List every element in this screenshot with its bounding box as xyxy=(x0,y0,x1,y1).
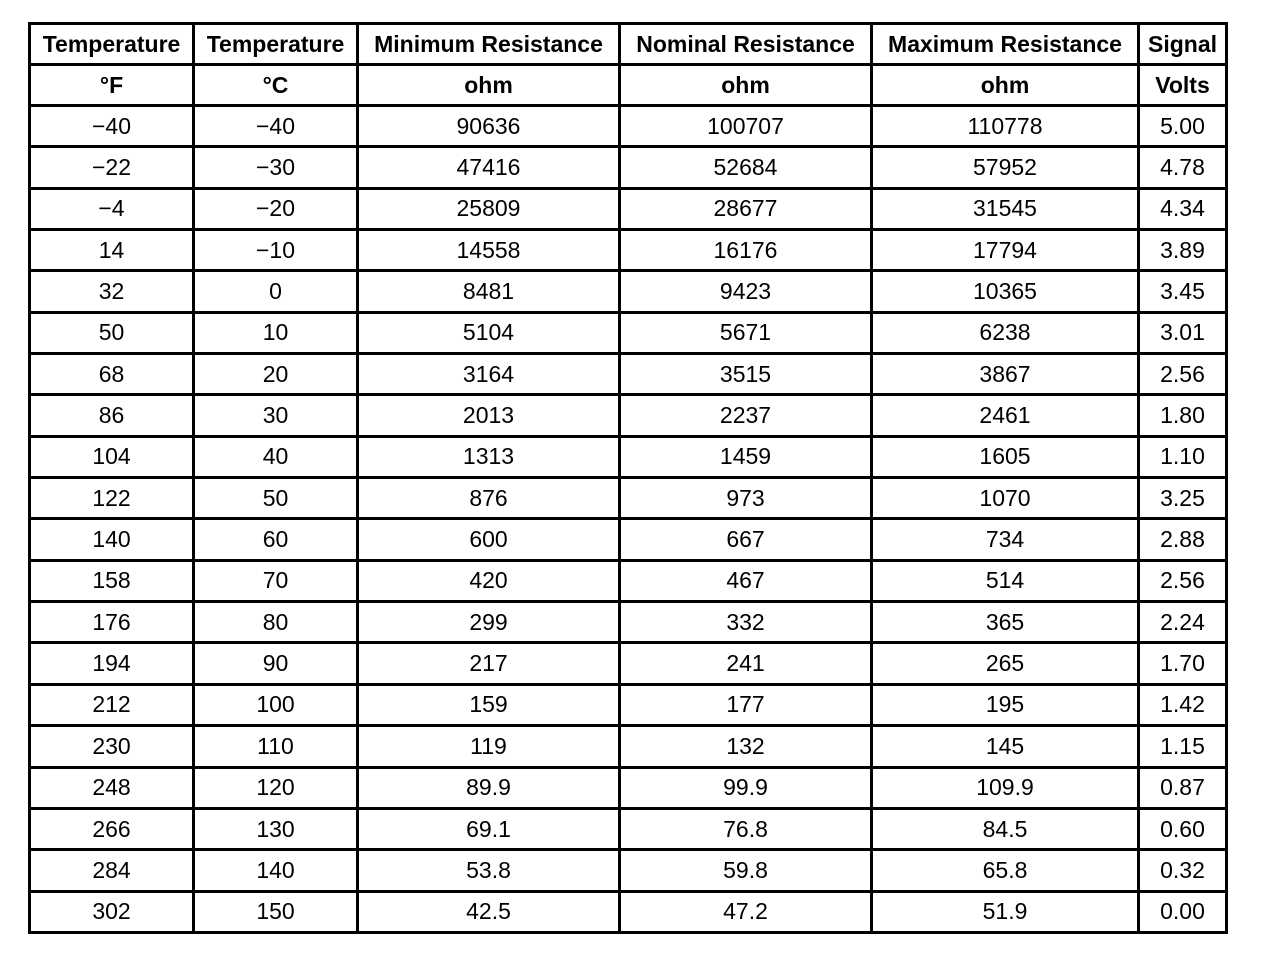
cell-min-resistance: 53.8 xyxy=(358,850,620,891)
cell-signal-volts: 3.89 xyxy=(1139,230,1227,271)
cell-temp-f: 122 xyxy=(30,478,194,519)
cell-temp-f: 284 xyxy=(30,850,194,891)
cell-min-resistance: 600 xyxy=(358,519,620,560)
cell-temp-f: 86 xyxy=(30,395,194,436)
unit-volts: Volts xyxy=(1139,65,1227,106)
cell-min-resistance: 25809 xyxy=(358,188,620,229)
cell-nominal-resistance: 59.8 xyxy=(620,850,872,891)
cell-nominal-resistance: 1459 xyxy=(620,436,872,477)
cell-max-resistance: 110778 xyxy=(872,106,1139,147)
cell-temp-c: 80 xyxy=(194,602,358,643)
cell-max-resistance: 265 xyxy=(872,643,1139,684)
cell-min-resistance: 5104 xyxy=(358,312,620,353)
cell-temp-c: 70 xyxy=(194,560,358,601)
cell-temp-c: −10 xyxy=(194,230,358,271)
table-row xyxy=(30,395,1227,436)
cell-min-resistance: 8481 xyxy=(358,271,620,312)
cell-min-resistance: 3164 xyxy=(358,354,620,395)
cell-max-resistance: 109.9 xyxy=(872,767,1139,808)
cell-nominal-resistance: 28677 xyxy=(620,188,872,229)
cell-temp-f: 212 xyxy=(30,684,194,725)
cell-temp-c: 90 xyxy=(194,643,358,684)
cell-nominal-resistance: 177 xyxy=(620,684,872,725)
cell-temp-c: 60 xyxy=(194,519,358,560)
cell-signal-volts: 0.60 xyxy=(1139,808,1227,849)
cell-min-resistance: 42.5 xyxy=(358,891,620,932)
cell-min-resistance: 299 xyxy=(358,602,620,643)
cell-temp-f: −40 xyxy=(30,106,194,147)
cell-signal-volts: 0.00 xyxy=(1139,891,1227,932)
cell-min-resistance: 1313 xyxy=(358,436,620,477)
header-signal: Signal xyxy=(1139,24,1227,65)
table-row xyxy=(30,188,1227,229)
table-row xyxy=(30,354,1227,395)
cell-min-resistance: 217 xyxy=(358,643,620,684)
cell-temp-c: −30 xyxy=(194,147,358,188)
cell-temp-f: 104 xyxy=(30,436,194,477)
cell-temp-f: −22 xyxy=(30,147,194,188)
table-row xyxy=(30,643,1227,684)
table-row xyxy=(30,478,1227,519)
table-row xyxy=(30,767,1227,808)
cell-temp-f: 158 xyxy=(30,560,194,601)
sensor-resistance-table xyxy=(28,22,1228,934)
cell-max-resistance: 1605 xyxy=(872,436,1139,477)
table-row xyxy=(30,312,1227,353)
cell-max-resistance: 195 xyxy=(872,684,1139,725)
cell-signal-volts: 1.42 xyxy=(1139,684,1227,725)
cell-nominal-resistance: 241 xyxy=(620,643,872,684)
cell-temp-c: −40 xyxy=(194,106,358,147)
cell-temp-c: 20 xyxy=(194,354,358,395)
cell-signal-volts: 5.00 xyxy=(1139,106,1227,147)
cell-nominal-resistance: 47.2 xyxy=(620,891,872,932)
cell-nominal-resistance: 9423 xyxy=(620,271,872,312)
cell-nominal-resistance: 467 xyxy=(620,560,872,601)
unit-fahrenheit: °F xyxy=(30,65,194,106)
cell-min-resistance: 69.1 xyxy=(358,808,620,849)
cell-temp-c: 140 xyxy=(194,850,358,891)
cell-nominal-resistance: 2237 xyxy=(620,395,872,436)
cell-temp-f: 68 xyxy=(30,354,194,395)
table-row xyxy=(30,684,1227,725)
cell-signal-volts: 4.34 xyxy=(1139,188,1227,229)
table-row xyxy=(30,230,1227,271)
header-temperature-f: Temperature xyxy=(30,24,194,65)
header-row-units xyxy=(30,65,1227,106)
cell-max-resistance: 734 xyxy=(872,519,1139,560)
cell-temp-c: 10 xyxy=(194,312,358,353)
cell-signal-volts: 1.80 xyxy=(1139,395,1227,436)
cell-temp-c: 110 xyxy=(194,726,358,767)
cell-min-resistance: 876 xyxy=(358,478,620,519)
table-header xyxy=(30,24,1227,106)
table-row xyxy=(30,850,1227,891)
cell-temp-f: 194 xyxy=(30,643,194,684)
cell-max-resistance: 365 xyxy=(872,602,1139,643)
cell-min-resistance: 159 xyxy=(358,684,620,725)
cell-temp-f: 302 xyxy=(30,891,194,932)
unit-celsius: °C xyxy=(194,65,358,106)
cell-temp-f: 248 xyxy=(30,767,194,808)
cell-temp-c: 30 xyxy=(194,395,358,436)
table-row xyxy=(30,808,1227,849)
cell-max-resistance: 10365 xyxy=(872,271,1139,312)
cell-max-resistance: 2461 xyxy=(872,395,1139,436)
cell-signal-volts: 3.45 xyxy=(1139,271,1227,312)
cell-temp-f: 176 xyxy=(30,602,194,643)
cell-max-resistance: 514 xyxy=(872,560,1139,601)
table-row xyxy=(30,271,1227,312)
cell-nominal-resistance: 100707 xyxy=(620,106,872,147)
cell-max-resistance: 51.9 xyxy=(872,891,1139,932)
cell-nominal-resistance: 5671 xyxy=(620,312,872,353)
cell-max-resistance: 145 xyxy=(872,726,1139,767)
cell-max-resistance: 84.5 xyxy=(872,808,1139,849)
cell-temp-c: 40 xyxy=(194,436,358,477)
cell-temp-f: 140 xyxy=(30,519,194,560)
table-row xyxy=(30,891,1227,932)
cell-min-resistance: 90636 xyxy=(358,106,620,147)
header-minimum-resistance: Minimum Resistance xyxy=(358,24,620,65)
unit-ohm-max: ohm xyxy=(872,65,1139,106)
cell-signal-volts: 2.56 xyxy=(1139,354,1227,395)
cell-temp-f: 14 xyxy=(30,230,194,271)
cell-nominal-resistance: 99.9 xyxy=(620,767,872,808)
cell-nominal-resistance: 52684 xyxy=(620,147,872,188)
cell-temp-c: 0 xyxy=(194,271,358,312)
cell-temp-f: −4 xyxy=(30,188,194,229)
cell-max-resistance: 3867 xyxy=(872,354,1139,395)
cell-nominal-resistance: 3515 xyxy=(620,354,872,395)
cell-max-resistance: 6238 xyxy=(872,312,1139,353)
cell-min-resistance: 47416 xyxy=(358,147,620,188)
cell-temp-f: 266 xyxy=(30,808,194,849)
cell-signal-volts: 1.15 xyxy=(1139,726,1227,767)
cell-max-resistance: 31545 xyxy=(872,188,1139,229)
cell-signal-volts: 1.70 xyxy=(1139,643,1227,684)
cell-min-resistance: 14558 xyxy=(358,230,620,271)
cell-signal-volts: 3.25 xyxy=(1139,478,1227,519)
cell-temp-c: 150 xyxy=(194,891,358,932)
cell-signal-volts: 2.24 xyxy=(1139,602,1227,643)
cell-nominal-resistance: 132 xyxy=(620,726,872,767)
table-row xyxy=(30,436,1227,477)
cell-signal-volts: 0.32 xyxy=(1139,850,1227,891)
cell-max-resistance: 57952 xyxy=(872,147,1139,188)
cell-nominal-resistance: 332 xyxy=(620,602,872,643)
cell-min-resistance: 119 xyxy=(358,726,620,767)
cell-temp-c: 120 xyxy=(194,767,358,808)
header-temperature-c: Temperature xyxy=(194,24,358,65)
cell-signal-volts: 2.88 xyxy=(1139,519,1227,560)
cell-max-resistance: 65.8 xyxy=(872,850,1139,891)
table-body xyxy=(30,106,1227,933)
unit-ohm-nominal: ohm xyxy=(620,65,872,106)
table-row xyxy=(30,519,1227,560)
table-row xyxy=(30,106,1227,147)
cell-temp-f: 230 xyxy=(30,726,194,767)
cell-nominal-resistance: 667 xyxy=(620,519,872,560)
cell-signal-volts: 4.78 xyxy=(1139,147,1227,188)
cell-temp-c: −20 xyxy=(194,188,358,229)
cell-nominal-resistance: 16176 xyxy=(620,230,872,271)
header-maximum-resistance: Maximum Resistance xyxy=(872,24,1139,65)
cell-nominal-resistance: 973 xyxy=(620,478,872,519)
cell-signal-volts: 0.87 xyxy=(1139,767,1227,808)
cell-nominal-resistance: 76.8 xyxy=(620,808,872,849)
cell-signal-volts: 1.10 xyxy=(1139,436,1227,477)
table-row xyxy=(30,147,1227,188)
cell-temp-c: 50 xyxy=(194,478,358,519)
cell-max-resistance: 1070 xyxy=(872,478,1139,519)
unit-ohm-min: ohm xyxy=(358,65,620,106)
header-nominal-resistance: Nominal Resistance xyxy=(620,24,872,65)
header-row-titles xyxy=(30,24,1227,65)
table-row xyxy=(30,560,1227,601)
cell-temp-c: 100 xyxy=(194,684,358,725)
cell-temp-f: 32 xyxy=(30,271,194,312)
cell-temp-c: 130 xyxy=(194,808,358,849)
cell-temp-f: 50 xyxy=(30,312,194,353)
cell-signal-volts: 3.01 xyxy=(1139,312,1227,353)
cell-min-resistance: 420 xyxy=(358,560,620,601)
cell-max-resistance: 17794 xyxy=(872,230,1139,271)
cell-signal-volts: 2.56 xyxy=(1139,560,1227,601)
table-row xyxy=(30,726,1227,767)
cell-min-resistance: 2013 xyxy=(358,395,620,436)
table-row xyxy=(30,602,1227,643)
cell-min-resistance: 89.9 xyxy=(358,767,620,808)
